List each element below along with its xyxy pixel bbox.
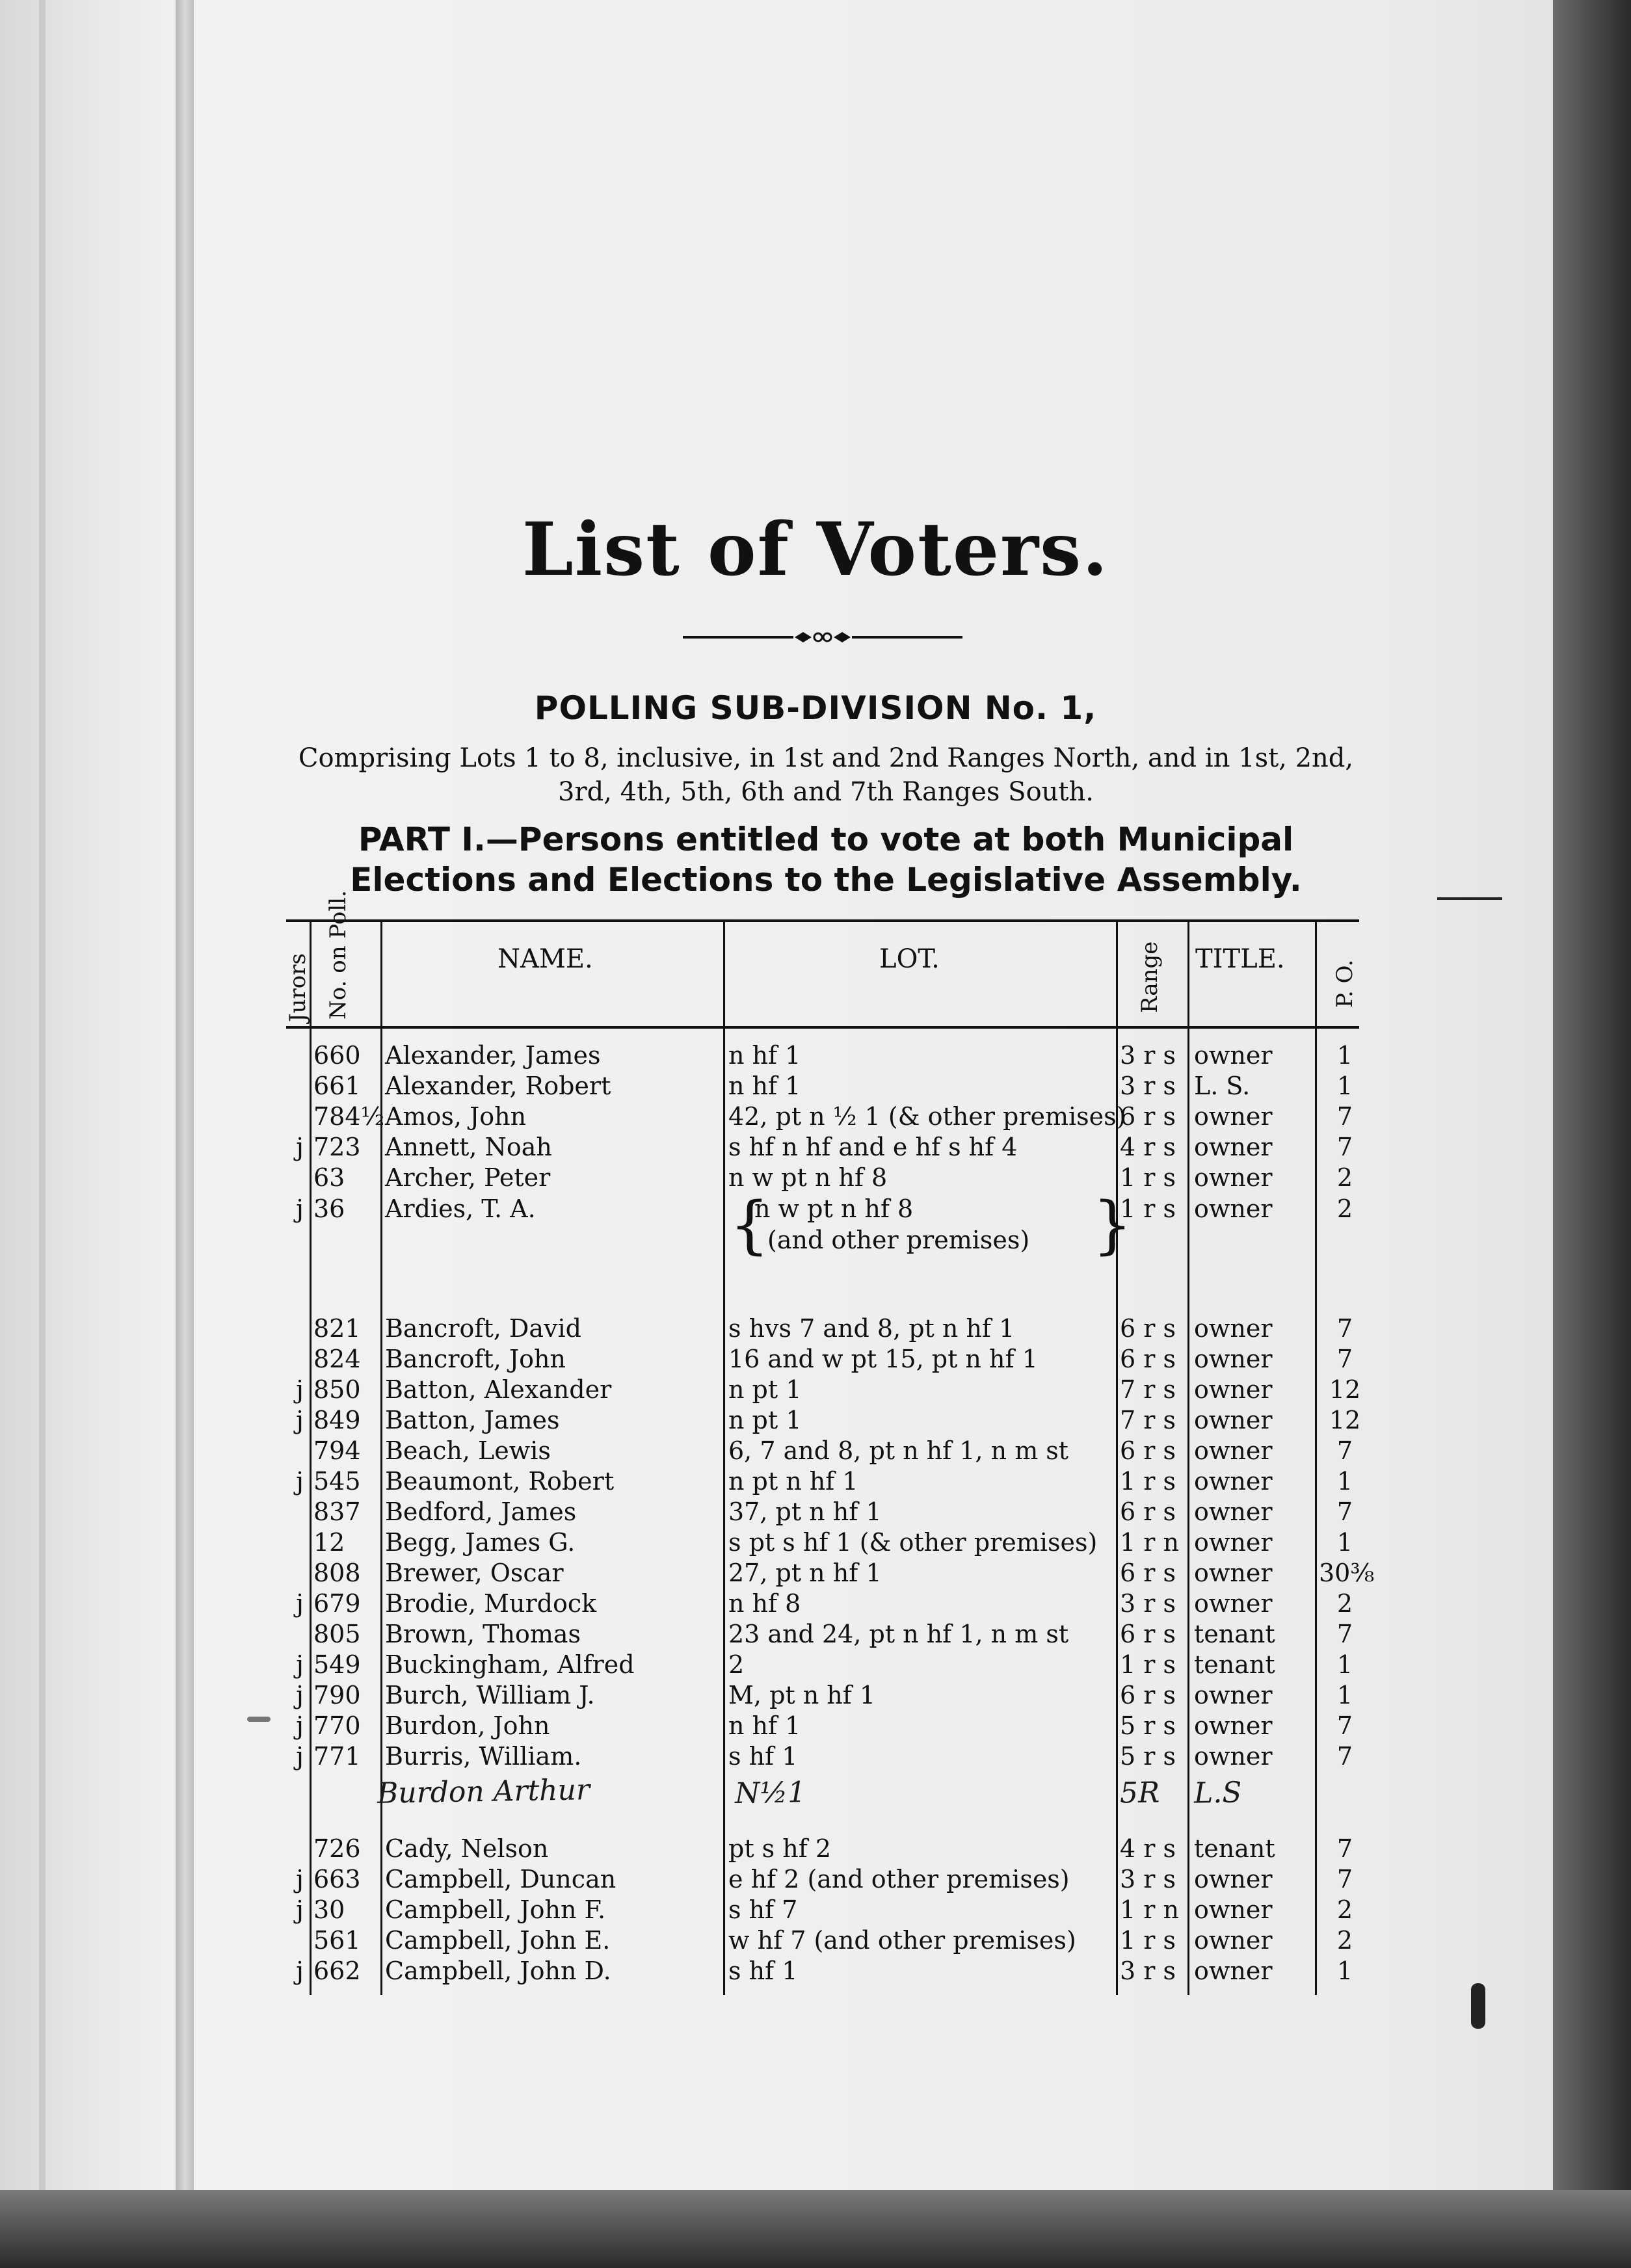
range: 4 r s (1120, 1133, 1176, 1161)
title: owner (1194, 1163, 1273, 1192)
voter-name: Batton, James (385, 1406, 560, 1434)
post-office: 30⅜ (1319, 1559, 1375, 1587)
post-office: 2 (1336, 1895, 1353, 1924)
handwritten-lot: N½1 (734, 1776, 806, 1810)
juror-mark: j (296, 1865, 304, 1893)
poll-number: 805 (313, 1620, 361, 1648)
lot: M, pt n hf 1 (728, 1681, 876, 1709)
voter-name: Burris, William. (385, 1742, 582, 1771)
post-office: 7 (1336, 1711, 1353, 1740)
poll-number: 790 (313, 1681, 361, 1709)
range: 1 r s (1120, 1467, 1176, 1496)
table-row (0, 1680, 1631, 1711)
juror-mark: j (296, 1467, 304, 1496)
title: owner (1194, 1681, 1273, 1709)
title: owner (1194, 1497, 1273, 1526)
range: 6 r s (1120, 1497, 1176, 1526)
title: owner (1194, 1102, 1273, 1131)
range: 6 r s (1120, 1436, 1176, 1465)
range: 3 r s (1120, 1041, 1176, 1070)
post-office: 7 (1336, 1834, 1353, 1863)
juror-mark: j (296, 1742, 304, 1771)
lot-continuation: (and other premises) (767, 1226, 1030, 1254)
poll-number: 36 (313, 1194, 345, 1223)
title: owner (1194, 1742, 1273, 1771)
voter-name: Brown, Thomas (385, 1620, 581, 1648)
title-ornament (683, 627, 962, 647)
voter-name: Burch, William J. (385, 1681, 595, 1709)
voter-name: Alexander, James (385, 1041, 601, 1070)
post-office: 2 (1336, 1926, 1353, 1955)
poll-number: 545 (313, 1467, 361, 1496)
post-office: 2 (1336, 1589, 1353, 1618)
post-office: 7 (1336, 1497, 1353, 1526)
table-row (0, 1375, 1631, 1405)
table-row (0, 1344, 1631, 1375)
post-office: 2 (1336, 1194, 1353, 1223)
title: owner (1194, 1865, 1273, 1893)
range: 3 r s (1120, 1957, 1176, 1985)
voter-name: Burdon, John (385, 1711, 550, 1740)
voter-name: Begg, James G. (385, 1528, 576, 1557)
range: 6 r s (1120, 1102, 1176, 1131)
lot: w hf 7 (and other premises) (728, 1926, 1076, 1955)
voter-name: Batton, Alexander (385, 1375, 612, 1404)
poll-number: 679 (313, 1589, 361, 1618)
poll-number: 63 (313, 1163, 345, 1192)
post-office: 7 (1336, 1102, 1353, 1131)
poll-number: 850 (313, 1375, 361, 1404)
post-office: 1 (1336, 1681, 1353, 1709)
voter-name: Archer, Peter (385, 1163, 551, 1192)
voter-name: Beaumont, Robert (385, 1467, 615, 1496)
lot: s hf 7 (728, 1895, 798, 1924)
range: 6 r s (1120, 1314, 1176, 1343)
lot: 37, pt n hf 1 (728, 1497, 882, 1526)
handwritten-name: Burdon Arthur (377, 1773, 590, 1810)
header-lot: LOT. (879, 944, 940, 974)
poll-number: 663 (313, 1865, 361, 1893)
table-row (0, 1163, 1631, 1193)
voter-name: Brodie, Murdock (385, 1589, 597, 1618)
lot: e hf 2 (and other premises) (728, 1865, 1070, 1893)
range: 1 r s (1120, 1194, 1176, 1223)
range: 7 r s (1120, 1375, 1176, 1404)
post-office: 7 (1336, 1620, 1353, 1648)
juror-mark: j (296, 1681, 304, 1709)
poll-number: 849 (313, 1406, 361, 1434)
lot: 2 (728, 1650, 745, 1679)
range: 6 r s (1120, 1681, 1176, 1709)
table-row (0, 1558, 1631, 1589)
title: owner (1194, 1559, 1273, 1587)
header-po: P. O. (1332, 959, 1358, 1008)
lot: 16 and w pt 15, pt n hf 1 (728, 1345, 1038, 1373)
poll-number: 808 (313, 1559, 361, 1587)
lot: n w pt n hf 8 (754, 1194, 914, 1223)
poll-number: 726 (313, 1834, 361, 1863)
poll-number: 723 (313, 1133, 361, 1161)
lot: n hf 8 (728, 1589, 801, 1618)
lot: 6, 7 and 8, pt n hf 1, n m st (728, 1436, 1069, 1465)
post-office: 1 (1336, 1467, 1353, 1496)
lot: pt s hf 2 (728, 1834, 832, 1863)
table-row (0, 1466, 1631, 1497)
poll-number: 794 (313, 1436, 361, 1465)
post-office: 7 (1336, 1436, 1353, 1465)
voter-name: Bancroft, John (385, 1345, 566, 1373)
lot: s hf 1 (728, 1957, 798, 1985)
header-range: Range (1137, 941, 1163, 1013)
voter-name: Cady, Nelson (385, 1834, 549, 1863)
range: 1 r s (1120, 1926, 1176, 1955)
title: owner (1194, 1589, 1273, 1618)
title: owner (1194, 1194, 1273, 1223)
margin-mark (1437, 897, 1502, 900)
voter-name: Bedford, James (385, 1497, 577, 1526)
lot: 42, pt n ½ 1 (& other premises) (728, 1102, 1126, 1131)
lot: n w pt n hf 8 (728, 1163, 888, 1192)
title: owner (1194, 1345, 1273, 1373)
table-row (0, 1864, 1631, 1895)
table-top-rule (286, 919, 1359, 922)
voter-name: Bancroft, David (385, 1314, 581, 1343)
post-office: 1 (1336, 1650, 1353, 1679)
handwritten-range: 5R (1119, 1776, 1160, 1810)
handwritten-title: L.S (1193, 1776, 1242, 1810)
post-office: 7 (1336, 1314, 1353, 1343)
lot: s hvs 7 and 8, pt n hf 1 (728, 1314, 1015, 1343)
table-row (0, 1711, 1631, 1741)
table-row (0, 1895, 1631, 1925)
ink-blot (1471, 1983, 1485, 2029)
lot: n hf 1 (728, 1041, 801, 1070)
title: owner (1194, 1895, 1273, 1924)
title: L. S. (1194, 1072, 1251, 1100)
poll-number: 771 (313, 1742, 361, 1771)
juror-mark: j (296, 1375, 304, 1404)
scratch-mark (247, 1717, 271, 1722)
header-no-on-poll: No. on Poll. (325, 890, 351, 1020)
title: owner (1194, 1406, 1273, 1434)
title: owner (1194, 1041, 1273, 1070)
post-office: 12 (1329, 1406, 1361, 1434)
table-row (0, 1650, 1631, 1680)
table-row (0, 1101, 1631, 1132)
voter-name: Campbell, John F. (385, 1895, 606, 1924)
juror-mark: j (296, 1194, 304, 1223)
range: 1 r n (1120, 1528, 1179, 1557)
lot: 27, pt n hf 1 (728, 1559, 882, 1587)
post-office: 1 (1336, 1957, 1353, 1985)
range: 3 r s (1120, 1072, 1176, 1100)
header-jurors: Jurors (285, 953, 311, 1022)
title: owner (1194, 1436, 1273, 1465)
table-row (0, 1497, 1631, 1527)
title: owner (1194, 1314, 1273, 1343)
range: 4 r s (1120, 1834, 1176, 1863)
range: 6 r s (1120, 1620, 1176, 1648)
lot: s hf n hf and e hf s hf 4 (728, 1133, 1018, 1161)
table-row (0, 1619, 1631, 1650)
title: owner (1194, 1528, 1273, 1557)
juror-mark: j (296, 1133, 304, 1161)
range: 3 r s (1120, 1589, 1176, 1618)
juror-mark: j (296, 1711, 304, 1740)
lot: n hf 1 (728, 1711, 801, 1740)
post-office: 7 (1336, 1742, 1353, 1771)
table-row (0, 1313, 1631, 1344)
lot: 23 and 24, pt n hf 1, n m st (728, 1620, 1069, 1648)
range: 1 r s (1120, 1650, 1176, 1679)
poll-number: 30 (313, 1895, 345, 1924)
poll-number: 12 (313, 1528, 345, 1557)
post-office: 1 (1336, 1072, 1353, 1100)
poll-number: 549 (313, 1650, 361, 1679)
header-title: TITLE. (1195, 944, 1285, 974)
voter-name: Alexander, Robert (385, 1072, 611, 1100)
post-office: 7 (1336, 1345, 1353, 1373)
voter-name: Buckingham, Alfred (385, 1650, 635, 1679)
document-title: List of Voters. (522, 507, 1109, 592)
post-office: 2 (1336, 1163, 1353, 1192)
post-office: 7 (1336, 1133, 1353, 1161)
range: 3 r s (1120, 1865, 1176, 1893)
poll-number: 770 (313, 1711, 361, 1740)
lot: n pt 1 (728, 1375, 802, 1404)
juror-mark: j (296, 1650, 304, 1679)
title: owner (1194, 1375, 1273, 1404)
title: owner (1194, 1711, 1273, 1740)
table-row (0, 1527, 1631, 1558)
title: tenant (1194, 1650, 1275, 1679)
lot: n hf 1 (728, 1072, 801, 1100)
juror-mark: j (296, 1589, 304, 1618)
table-row (0, 1589, 1631, 1619)
left-brace: { (730, 1189, 770, 1261)
juror-mark: j (296, 1406, 304, 1434)
table-row (0, 1040, 1631, 1071)
table-row (0, 1132, 1631, 1163)
table-row (0, 1741, 1631, 1772)
table-row (0, 1071, 1631, 1101)
range: 1 r n (1120, 1895, 1179, 1924)
poll-number: 821 (313, 1314, 361, 1343)
header-name: NAME. (497, 944, 593, 974)
poll-number: 660 (313, 1041, 361, 1070)
range: 6 r s (1120, 1345, 1176, 1373)
table-row (0, 1925, 1631, 1956)
part-heading: PART I.—Persons entitled to vote at both Municipal Elections and Elections to the Legislative Assembly. (350, 821, 1302, 899)
poll-number: 824 (313, 1345, 361, 1373)
subdivision-description: Comprising Lots 1 to 8, inclusive, in 1st and 2nd Ranges North, and in 1st, 2nd, 3rd, 4th, 5th, 6th and 7th Ranges South. (298, 743, 1354, 807)
poll-number: 784½ (313, 1102, 385, 1131)
lot: s pt s hf 1 (& other premises) (728, 1528, 1098, 1557)
title: owner (1194, 1926, 1273, 1955)
table-row (0, 1194, 1631, 1224)
voter-name: Brewer, Oscar (385, 1559, 564, 1587)
voter-name: Amos, John (385, 1102, 527, 1131)
right-brace: } (1093, 1189, 1133, 1261)
poll-number: 662 (313, 1957, 361, 1985)
range: 5 r s (1120, 1711, 1176, 1740)
poll-number: 561 (313, 1926, 361, 1955)
lot: n pt 1 (728, 1406, 802, 1434)
voter-name: Campbell, John E. (385, 1926, 611, 1955)
range: 5 r s (1120, 1742, 1176, 1771)
voter-name: Beach, Lewis (385, 1436, 551, 1465)
lot: s hf 1 (728, 1742, 798, 1771)
title: owner (1194, 1957, 1273, 1985)
voter-name: Campbell, Duncan (385, 1865, 617, 1893)
post-office: 7 (1336, 1865, 1353, 1893)
table-row (0, 1834, 1631, 1864)
range: 7 r s (1120, 1406, 1176, 1434)
title: owner (1194, 1133, 1273, 1161)
voter-name: Ardies, T. A. (385, 1194, 536, 1223)
poll-number: 661 (313, 1072, 361, 1100)
range: 6 r s (1120, 1559, 1176, 1587)
table-header-rule (286, 1026, 1359, 1029)
post-office: 1 (1336, 1041, 1353, 1070)
polling-subdivision-heading: POLLING SUB-DIVISION No. 1, (534, 689, 1097, 727)
table-row-continuation (0, 1225, 1631, 1256)
post-office: 1 (1336, 1528, 1353, 1557)
voter-name: Annett, Noah (385, 1133, 552, 1161)
range: 1 r s (1120, 1163, 1176, 1192)
lot: n pt n hf 1 (728, 1467, 858, 1496)
poll-number: 837 (313, 1497, 361, 1526)
juror-mark: j (296, 1957, 304, 1985)
juror-mark: j (296, 1895, 304, 1924)
title: tenant (1194, 1620, 1275, 1648)
table-row (0, 1436, 1631, 1466)
voter-name: Campbell, John D. (385, 1957, 611, 1985)
post-office: 12 (1329, 1375, 1361, 1404)
title: tenant (1194, 1834, 1275, 1863)
table-row (0, 1956, 1631, 1986)
table-row (0, 1405, 1631, 1436)
title: owner (1194, 1467, 1273, 1496)
